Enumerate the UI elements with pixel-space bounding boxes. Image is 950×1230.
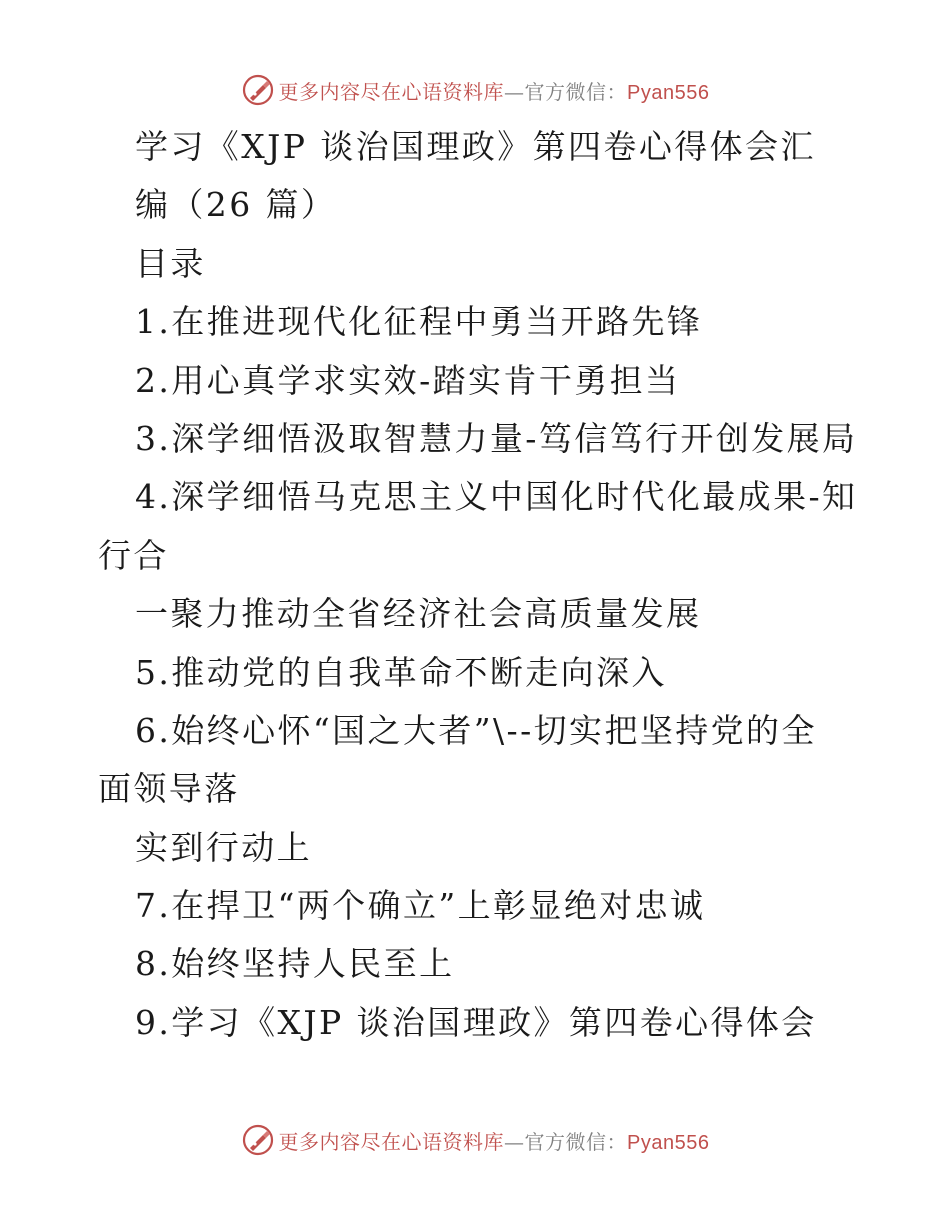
pen-nib-logo-icon <box>241 73 275 107</box>
toc-item: 3.深学细悟汲取智慧力量-笃信笃行开创发展局 <box>135 418 858 458</box>
watermark-wechat-id: Pyan556 <box>627 81 710 104</box>
toc-item-continuation: 实到行动上 <box>135 827 312 867</box>
toc-item: 5.推动党的自我革命不断走向深入 <box>135 652 667 692</box>
footer-watermark <box>0 1120 950 1160</box>
watermark-slogan: 更多内容尽在心语资料库 <box>278 1129 505 1154</box>
toc-item: 8.始终坚持人民至上 <box>135 944 455 984</box>
document-title-line-1: 学习《XJP 谈治国理政》第四卷心得体会汇 <box>135 127 816 166</box>
document-title-line-2: 编（26 篇） <box>135 185 337 225</box>
toc-item: 9.学习《XJP 谈治国理政》第四卷心得体会 <box>135 1002 817 1042</box>
watermark-dash: — <box>504 1129 525 1154</box>
watermark-dash: — <box>504 79 525 104</box>
document-body <box>0 118 950 1052</box>
watermark-wechat-label: 官方微信： <box>524 79 628 104</box>
watermark-text <box>279 1126 710 1155</box>
toc-item: 4.深学细悟马克思主义中国化时代化最成果-知 <box>135 477 858 517</box>
toc-item: 6.始终心怀“国之大者”\--切实把坚持党的全 <box>135 710 817 750</box>
watermark-text <box>279 76 710 105</box>
toc-item-continuation: 面领导落 <box>98 769 240 809</box>
pen-nib-logo-icon <box>241 1123 275 1157</box>
toc-item: 1.在推进现代化征程中勇当开路先锋 <box>135 302 703 342</box>
watermark-wechat-id: Pyan556 <box>627 1131 710 1154</box>
toc-item-continuation: 一聚力推动全省经济社会高质量发展 <box>135 594 702 634</box>
watermark-wechat-label: 官方微信： <box>524 1129 628 1154</box>
header-watermark <box>0 70 950 110</box>
watermark-slogan: 更多内容尽在心语资料库 <box>278 79 505 104</box>
toc-item: 7.在捍卫“两个确立”上彰显绝对忠诚 <box>135 886 706 926</box>
toc-heading: 目录 <box>135 243 206 283</box>
toc-item: 2.用心真学求实效-踏实肯干勇担当 <box>135 360 681 400</box>
toc-item-continuation: 行合 <box>98 535 169 575</box>
